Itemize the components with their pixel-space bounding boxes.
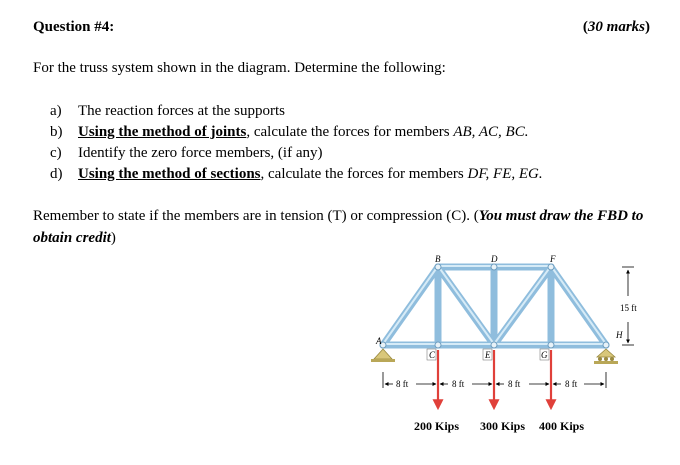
joint-E: [491, 342, 497, 348]
task-label: d): [50, 166, 63, 182]
label-A: A: [376, 336, 382, 346]
joint-F: [548, 264, 554, 270]
question-title: Question #4:: [33, 19, 115, 35]
span-label-3: 8 ft: [508, 379, 521, 389]
joint-B: [435, 264, 441, 270]
task-text: The reaction forces at the supports: [78, 103, 286, 119]
label-H: H: [616, 330, 623, 340]
label-D: D: [491, 254, 498, 264]
height-label: 15 ft: [620, 303, 637, 313]
truss-members: [383, 267, 606, 345]
task-text: , calculate the forces for members: [246, 124, 454, 140]
joint-H: [603, 342, 609, 348]
reminder-emphasis: You must draw the FBD to obtain credit: [33, 208, 644, 246]
span-label-4: 8 ft: [565, 379, 578, 389]
task-members: DF, FE, EG.: [467, 166, 543, 182]
task-text: , calculate the forces for members: [260, 166, 468, 182]
label-C: C: [429, 350, 436, 360]
label-G: G: [541, 350, 548, 360]
task-text: Identify the zero force members, (if any): [78, 145, 323, 161]
task-label: b): [50, 124, 63, 140]
span-label-2: 8 ft: [452, 379, 465, 389]
load-label-E: 300 Kips: [480, 419, 526, 433]
intro-text: For the truss system shown in the diagram. Determine the following:: [33, 60, 446, 76]
task-emphasis: Using the method of joints: [78, 124, 247, 140]
label-F: F: [550, 254, 556, 264]
task-label: a): [50, 103, 62, 119]
load-label-C: 200 Kips: [414, 419, 460, 433]
support-A: [371, 349, 395, 362]
task-emphasis: Using the method of sections: [78, 166, 261, 182]
reminder-text: Remember to state if the members are in tension (T) or compression (C). (You must draw the FBD to obtain credit): [33, 208, 644, 246]
label-B: B: [435, 254, 441, 264]
label-E: E: [485, 350, 491, 360]
joint-C: [435, 342, 441, 348]
question-marks: (30 marks): [582, 19, 650, 35]
support-H: [594, 349, 618, 364]
task-members: AB, AC, BC.: [453, 124, 529, 140]
joint-G: [548, 342, 554, 348]
joint-D: [491, 264, 497, 270]
task-label: c): [50, 145, 62, 161]
span-label-1: 8 ft: [396, 379, 409, 389]
load-label-G: 400 Kips: [539, 419, 585, 433]
